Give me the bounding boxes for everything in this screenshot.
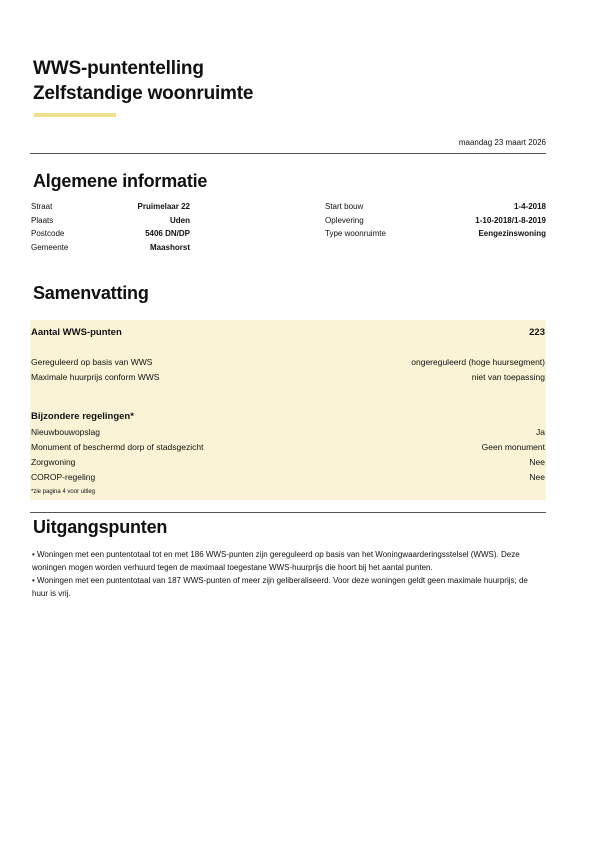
special-row-care-home [31,457,545,467]
info-row-city [31,214,190,228]
info-label: Start bouw [325,202,364,211]
info-value: 1-4-2018 [513,202,546,211]
info-value: 5406 DN/DP [145,229,190,238]
regulated-value: ongereguleerd (hoge huursegment) [411,357,545,367]
starting-points-list [32,548,544,600]
info-label: Postcode [31,229,65,238]
special-row-monument [31,442,545,452]
special-value: Geen monument [481,442,545,452]
special-arrangements-heading: Bijzondere regelingen* [31,411,134,422]
max-rent-label: Maximale huurprijs conform WWS [31,372,160,382]
info-value: Maashorst [149,242,190,252]
info-label: Plaats [31,215,54,225]
document-title [33,56,253,106]
footnote: *zie pagina 4 voor uitleg [31,489,96,495]
info-value: Eengezinswoning [478,229,546,238]
info-row-municipality [31,241,190,255]
info-value: 1-10-2018/1-8-2019 [475,215,546,225]
title-line-2: Zelfstandige woonruimte [33,83,254,104]
summary-row-regulated [31,357,545,367]
title-line-1: WWS-puntentelling [33,58,204,79]
summary-row-max-rent [31,372,545,382]
accent-bar [34,113,116,117]
bullet-regulated: • Woningen met een puntentotaal tot en met 186 WWS-punten zijn gereguleerd op basis van het Woningwaarderingsstelsel (WWS). Deze woningen mogen worden verhuurd tegen de maximaal toegestane WWS-huurprijs die hoort bij het aantal punten. [32,550,520,572]
info-value: Uden [170,215,190,225]
special-label: Monument of beschermd dorp of stadsgezicht [31,442,204,452]
special-label: COROP-regeling [31,472,96,482]
info-label: Oplevering [325,215,364,225]
points-value: 223 [529,327,545,338]
bullet-liberalized: • Woningen met een puntentotaal van 187 WWS-punten of meer zijn geliberaliseerd. Voor deze woningen geldt geen maximale huurprijs; de huur is vrij. [32,576,528,598]
header-divider [30,153,546,154]
info-row-delivery [325,214,546,228]
info-value: Pruimelaar 22 [137,202,190,211]
info-row-street [31,200,190,214]
section-heading-starting-points: Uitgangspunten [33,517,168,537]
info-label: Gemeente [31,242,69,252]
summary-row-points [31,327,545,338]
special-value: Ja [536,427,545,437]
special-label: Zorgwoning [31,457,76,467]
section-heading-general: Algemene informatie [33,171,208,191]
section-heading-summary: Samenvatting [33,283,149,303]
special-row-new-build [31,427,545,437]
general-info-right [325,200,546,241]
info-label: Type woonruimte [325,229,386,238]
special-value: Nee [529,457,545,467]
general-info-left [31,200,190,254]
info-row-housing-type [325,227,546,241]
max-rent-value: niet van toepassing [471,372,545,382]
special-label: Nieuwbouwopslag [31,427,100,437]
points-label: Aantal WWS-punten [31,327,122,338]
summary-divider [30,512,546,513]
regulated-label: Gereguleerd op basis van WWS [31,357,153,367]
info-row-start-build [325,200,546,214]
special-row-corop [31,472,545,482]
document-date: maandag 23 maart 2026 [458,138,546,147]
info-label: Straat [31,202,53,211]
info-row-postcode [31,227,190,241]
special-value: Nee [529,472,545,482]
